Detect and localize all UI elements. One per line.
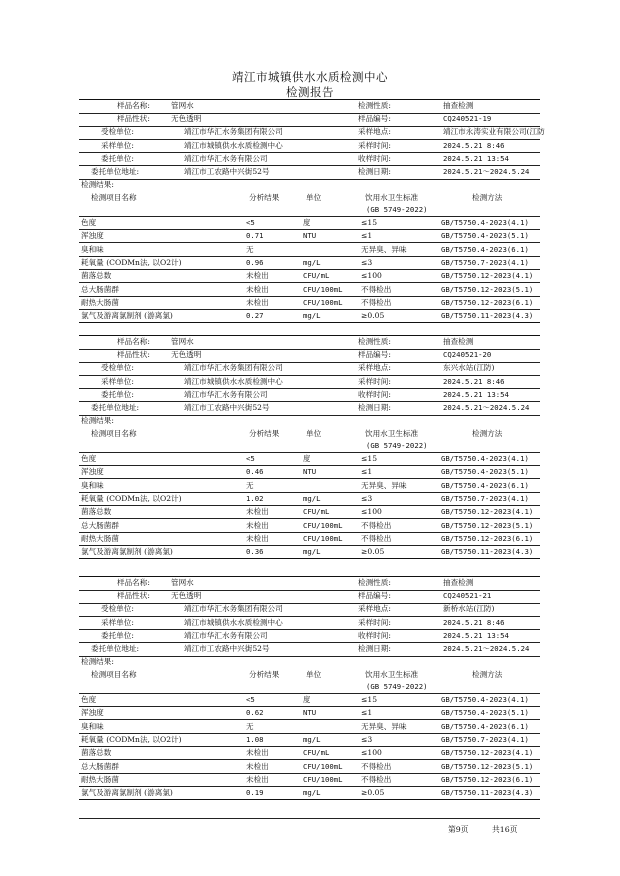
field-label-test-nature: 检测性质: bbox=[358, 578, 391, 587]
item-method: GB/T5750.4-2023(5.1) bbox=[441, 466, 529, 476]
item-standard: 无异臭、异味 bbox=[361, 480, 407, 490]
row-rule bbox=[79, 282, 540, 283]
item-result: 无 bbox=[246, 480, 254, 490]
field-label-test-nature: 检测性质: bbox=[358, 101, 391, 110]
item-unit: mg/L bbox=[303, 547, 321, 557]
field-label-sample-no: 样品编号: bbox=[358, 114, 391, 124]
col-header-result: 分析结果 bbox=[249, 669, 280, 679]
field-value-sample-no: CQ240521-19 bbox=[443, 114, 492, 124]
col-header-standard: 饮用水卫生标准 bbox=[365, 192, 419, 202]
item-unit: CFU/100mL bbox=[303, 775, 343, 785]
item-unit: mg/L bbox=[303, 493, 321, 503]
results-label: 检测结果: bbox=[81, 416, 114, 426]
item-standard: 不得检出 bbox=[361, 775, 392, 785]
item-method: GB/T5750.12-2023(5.1) bbox=[441, 284, 534, 294]
item-method: GB/T5750.12-2023(5.1) bbox=[441, 520, 534, 530]
item-result: 无 bbox=[246, 244, 254, 254]
field-value-client-unit: 靖江市华汇水务有限公司 bbox=[184, 153, 268, 163]
field-value-sampling-unit: 靖江市城镇供水水质检测中心 bbox=[184, 376, 283, 386]
field-value-test-date: 2024.5.21～2024.5.24 bbox=[443, 403, 530, 412]
field-value-client-address: 靖江市工农路中兴街52号 bbox=[184, 403, 270, 412]
field-label-sample-name: 样品名称: bbox=[117, 337, 150, 346]
col-header-unit: 单位 bbox=[306, 428, 322, 438]
row-rule bbox=[79, 532, 540, 533]
col-header-method: 检测方法 bbox=[472, 428, 503, 438]
item-unit: NTU bbox=[303, 466, 317, 476]
field-value-test-date: 2024.5.21～2024.5.24 bbox=[443, 167, 530, 176]
item-result: 1.02 bbox=[246, 493, 264, 503]
col-header-method: 检测方法 bbox=[472, 669, 503, 679]
item-standard: 不得检出 bbox=[361, 761, 392, 771]
field-value-client-unit: 靖江市华汇水务有限公司 bbox=[184, 630, 268, 640]
item-name: 菌落总数 bbox=[81, 271, 112, 281]
item-method: GB/T5750.12-2023(5.1) bbox=[441, 761, 534, 771]
field-label-sample-no: 样品编号: bbox=[358, 350, 391, 360]
field-label-test-nature: 检测性质: bbox=[358, 337, 391, 346]
col-header-unit: 单位 bbox=[306, 669, 322, 679]
item-standard: ≤15 bbox=[361, 217, 378, 227]
item-result: 未检出 bbox=[246, 520, 269, 530]
field-label-sampling-time: 采样时间: bbox=[358, 140, 391, 150]
row-rule bbox=[79, 179, 540, 180]
item-standard: ≤3 bbox=[361, 734, 373, 744]
field-value-test-nature: 抽查检测 bbox=[443, 337, 474, 346]
item-name: 耗氧量 (CODMn法, 以O2计) bbox=[81, 257, 182, 267]
field-value-test-date: 2024.5.21～2024.5.24 bbox=[443, 644, 530, 653]
field-value-test-nature: 抽查检测 bbox=[443, 101, 474, 110]
item-standard: ≥0.05 bbox=[361, 547, 385, 557]
item-method: GB/T5750.7-2023(4.1) bbox=[441, 257, 529, 267]
item-method: GB/T5750.4-2023(4.1) bbox=[441, 453, 529, 463]
field-label-sample-props: 样品性状: bbox=[117, 114, 150, 124]
item-name: 耗氧量 (CODMn法, 以O2计) bbox=[81, 734, 182, 744]
item-standard: ≤3 bbox=[361, 493, 373, 503]
page-number: 第9页 bbox=[448, 825, 469, 834]
item-result: 无 bbox=[246, 721, 254, 731]
col-header-unit: 单位 bbox=[306, 192, 322, 202]
row-rule bbox=[79, 505, 540, 506]
item-result: 0.27 bbox=[246, 311, 264, 321]
item-result: 未检出 bbox=[246, 507, 269, 517]
field-value-sampling-time: 2024.5.21 8:46 bbox=[443, 140, 505, 150]
field-label-test-date: 检测日期: bbox=[358, 167, 391, 176]
item-standard: ≤1 bbox=[361, 466, 373, 476]
item-name: 耐热大肠菌 bbox=[81, 298, 119, 308]
field-label-sampling-site: 采样地点: bbox=[358, 127, 391, 137]
item-standard: 不得检出 bbox=[361, 284, 392, 294]
field-value-sample-props: 无色透明 bbox=[171, 591, 202, 601]
item-result: 0.96 bbox=[246, 257, 264, 267]
section-top-rule bbox=[79, 99, 540, 100]
col-header-result: 分析结果 bbox=[249, 428, 280, 438]
item-name: 浑浊度 bbox=[81, 466, 104, 476]
row-rule bbox=[79, 242, 540, 243]
item-standard: 不得检出 bbox=[361, 298, 392, 308]
row-rule bbox=[79, 322, 540, 323]
field-value-sampling-unit: 靖江市城镇供水水质检测中心 bbox=[184, 140, 283, 150]
item-name: 臭和味 bbox=[81, 721, 104, 731]
item-standard: ≤100 bbox=[361, 271, 382, 281]
item-result: 0.71 bbox=[246, 230, 264, 240]
item-result: 未检出 bbox=[246, 761, 269, 771]
field-value-consignee-unit: 靖江市华汇水务集团有限公司 bbox=[184, 604, 283, 614]
field-label-sampling-time: 采样时间: bbox=[358, 376, 391, 386]
item-unit: CFU/100mL bbox=[303, 298, 343, 308]
item-result: 0.46 bbox=[246, 466, 264, 476]
field-value-client-address: 靖江市工农路中兴街52号 bbox=[184, 167, 270, 176]
row-rule bbox=[79, 786, 540, 787]
item-method: GB/T5750.4-2023(6.1) bbox=[441, 244, 529, 254]
row-rule bbox=[79, 719, 540, 720]
item-name: 总大肠菌群 bbox=[81, 284, 119, 294]
item-result: 未检出 bbox=[246, 298, 269, 308]
item-name: 菌落总数 bbox=[81, 748, 112, 758]
item-name: 氯气及游离氯制剂 (游离氯) bbox=[81, 547, 173, 557]
item-method: GB/T5750.4-2023(4.1) bbox=[441, 694, 529, 704]
item-result: 0.19 bbox=[246, 788, 264, 798]
field-value-receive-time: 2024.5.21 13:54 bbox=[443, 389, 509, 399]
row-rule bbox=[79, 296, 540, 297]
row-rule bbox=[79, 746, 540, 747]
results-label: 检测结果: bbox=[81, 180, 114, 190]
item-standard: ≤15 bbox=[361, 694, 378, 704]
item-standard: 不得检出 bbox=[361, 534, 392, 544]
field-label-sampling-site: 采样地点: bbox=[358, 604, 391, 614]
col-header-standard: 饮用水卫生标准 bbox=[365, 428, 419, 438]
item-name: 浑浊度 bbox=[81, 230, 104, 240]
item-unit: mg/L bbox=[303, 257, 321, 267]
col-header-standard-sub: (GB 5749-2022) bbox=[366, 204, 428, 214]
item-unit: 度 bbox=[303, 453, 311, 463]
item-name: 耐热大肠菌 bbox=[81, 534, 119, 544]
row-rule bbox=[79, 309, 540, 310]
report-subtitle: 检测报告 bbox=[286, 85, 334, 99]
item-method: GB/T5750.4-2023(6.1) bbox=[441, 480, 529, 490]
row-rule bbox=[79, 706, 540, 707]
field-value-sample-no: CQ240521-21 bbox=[443, 591, 492, 601]
item-result: 0.62 bbox=[246, 707, 264, 717]
field-value-client-unit: 靖江市华汇水务有限公司 bbox=[184, 389, 268, 399]
col-header-item: 检测项目名称 bbox=[91, 669, 137, 679]
item-unit: NTU bbox=[303, 230, 317, 240]
item-name: 色度 bbox=[81, 694, 97, 704]
item-standard: ≤1 bbox=[361, 230, 373, 240]
col-header-standard-sub: (GB 5749-2022) bbox=[366, 681, 428, 691]
item-standard: ≤15 bbox=[361, 453, 378, 463]
col-header-standard-sub: (GB 5749-2022) bbox=[366, 440, 428, 450]
item-method: GB/T5750.12-2023(6.1) bbox=[441, 775, 534, 785]
field-label-client-address: 委托单位地址: bbox=[91, 403, 140, 412]
item-result: <5 bbox=[246, 694, 255, 704]
item-unit: CFU/100mL bbox=[303, 761, 343, 771]
field-label-client-unit: 委托单位: bbox=[101, 389, 134, 399]
field-label-sample-props: 样品性状: bbox=[117, 350, 150, 360]
field-label-receive-time: 收样时间: bbox=[358, 389, 391, 399]
col-header-standard: 饮用水卫生标准 bbox=[365, 669, 419, 679]
item-unit: mg/L bbox=[303, 734, 321, 744]
field-value-client-address: 靖江市工农路中兴街52号 bbox=[184, 644, 270, 653]
item-standard: 无异臭、异味 bbox=[361, 244, 407, 254]
item-method: GB/T5750.12-2023(6.1) bbox=[441, 534, 534, 544]
field-label-sampling-site: 采样地点: bbox=[358, 363, 391, 373]
row-rule bbox=[79, 492, 540, 493]
item-name: 色度 bbox=[81, 217, 97, 227]
section-top-rule bbox=[79, 576, 540, 577]
item-name: 色度 bbox=[81, 453, 97, 463]
item-standard: 无异臭、异味 bbox=[361, 721, 407, 731]
item-method: GB/T5750.11-2023(4.3) bbox=[441, 547, 534, 557]
item-method: GB/T5750.11-2023(4.3) bbox=[441, 788, 534, 798]
row-rule bbox=[79, 773, 540, 774]
field-value-receive-time: 2024.5.21 13:54 bbox=[443, 630, 509, 640]
results-label: 检测结果: bbox=[81, 657, 114, 667]
item-unit: 度 bbox=[303, 217, 311, 227]
row-rule bbox=[79, 759, 540, 760]
item-method: GB/T5750.4-2023(6.1) bbox=[441, 721, 529, 731]
field-label-consignee-unit: 受检单位: bbox=[101, 127, 134, 137]
field-label-client-address: 委托单位地址: bbox=[91, 167, 140, 176]
field-label-receive-time: 收样时间: bbox=[358, 630, 391, 640]
field-label-consignee-unit: 受检单位: bbox=[101, 604, 134, 614]
item-name: 臭和味 bbox=[81, 244, 104, 254]
item-unit: CFU/100mL bbox=[303, 534, 343, 544]
item-result: 未检出 bbox=[246, 534, 269, 544]
field-value-consignee-unit: 靖江市华汇水务集团有限公司 bbox=[184, 363, 283, 373]
field-label-test-date: 检测日期: bbox=[358, 644, 391, 653]
header-rule bbox=[79, 452, 540, 453]
field-value-sample-no: CQ240521-20 bbox=[443, 350, 492, 360]
field-label-sampling-unit: 采样单位: bbox=[101, 376, 134, 386]
field-value-consignee-unit: 靖江市华汇水务集团有限公司 bbox=[184, 127, 283, 137]
field-label-client-unit: 委托单位: bbox=[101, 630, 134, 640]
row-rule bbox=[79, 558, 540, 559]
item-method: GB/T5750.4-2023(5.1) bbox=[441, 230, 529, 240]
field-value-sampling-site: 东兴水站(江防) bbox=[443, 363, 495, 373]
field-value-sampling-time: 2024.5.21 8:46 bbox=[443, 617, 505, 627]
report-title: 靖江市城镇供水水质检测中心 bbox=[232, 70, 388, 84]
item-method: GB/T5750.11-2023(4.3) bbox=[441, 311, 534, 321]
row-rule bbox=[79, 478, 540, 479]
item-method: GB/T5750.7-2023(4.1) bbox=[441, 734, 529, 744]
item-unit: CFU/mL bbox=[303, 507, 330, 517]
field-label-sample-no: 样品编号: bbox=[358, 591, 391, 601]
field-value-test-nature: 抽查检测 bbox=[443, 578, 474, 587]
field-value-sample-name: 管网水 bbox=[171, 578, 194, 587]
item-name: 耐热大肠菌 bbox=[81, 775, 119, 785]
row-rule bbox=[79, 256, 540, 257]
row-rule bbox=[79, 733, 540, 734]
header-rule bbox=[79, 216, 540, 217]
field-label-consignee-unit: 受检单位: bbox=[101, 363, 134, 373]
item-method: GB/T5750.12-2023(4.1) bbox=[441, 271, 534, 281]
item-result: 未检出 bbox=[246, 748, 269, 758]
row-rule bbox=[79, 518, 540, 519]
item-name: 氯气及游离氯制剂 (游离氯) bbox=[81, 311, 173, 321]
field-value-sample-props: 无色透明 bbox=[171, 350, 202, 360]
item-name: 总大肠菌群 bbox=[81, 761, 119, 771]
field-label-sampling-time: 采样时间: bbox=[358, 617, 391, 627]
item-unit: CFU/100mL bbox=[303, 284, 343, 294]
field-value-sample-name: 管网水 bbox=[171, 337, 194, 346]
item-result: 未检出 bbox=[246, 775, 269, 785]
item-method: GB/T5750.12-2023(6.1) bbox=[441, 298, 534, 308]
item-unit: mg/L bbox=[303, 311, 321, 321]
row-rule bbox=[79, 229, 540, 230]
row-rule bbox=[79, 415, 540, 416]
item-result: 未检出 bbox=[246, 284, 269, 294]
col-header-item: 检测项目名称 bbox=[91, 428, 137, 438]
field-label-sampling-unit: 采样单位: bbox=[101, 617, 134, 627]
row-rule bbox=[79, 799, 540, 800]
field-value-receive-time: 2024.5.21 13:54 bbox=[443, 153, 509, 163]
item-standard: ≥0.05 bbox=[361, 788, 385, 798]
item-standard: ≤3 bbox=[361, 257, 373, 267]
field-label-sample-name: 样品名称: bbox=[117, 101, 150, 110]
row-rule bbox=[79, 269, 540, 270]
field-label-sample-name: 样品名称: bbox=[117, 578, 150, 587]
field-value-sampling-unit: 靖江市城镇供水水质检测中心 bbox=[184, 617, 283, 627]
field-value-sampling-site: 新桥水站(江防) bbox=[443, 604, 495, 614]
row-rule bbox=[79, 545, 540, 546]
item-standard: 不得检出 bbox=[361, 520, 392, 530]
field-label-test-date: 检测日期: bbox=[358, 403, 391, 412]
item-name: 菌落总数 bbox=[81, 507, 112, 517]
item-name: 总大肠菌群 bbox=[81, 520, 119, 530]
col-header-method: 检测方法 bbox=[472, 192, 503, 202]
col-header-item: 检测项目名称 bbox=[91, 192, 137, 202]
item-standard: ≤100 bbox=[361, 748, 382, 758]
field-value-sampling-time: 2024.5.21 8:46 bbox=[443, 376, 505, 386]
item-unit: CFU/100mL bbox=[303, 520, 343, 530]
item-unit: CFU/mL bbox=[303, 748, 330, 758]
item-unit: CFU/mL bbox=[303, 271, 330, 281]
field-value-sampling-site: 靖江市永涛实业有限公司(江防 bbox=[443, 127, 545, 137]
row-rule bbox=[79, 465, 540, 466]
item-method: GB/T5750.12-2023(4.1) bbox=[441, 748, 534, 758]
section-top-rule bbox=[79, 335, 540, 336]
item-unit: 度 bbox=[303, 694, 311, 704]
item-method: GB/T5750.4-2023(5.1) bbox=[441, 707, 529, 717]
field-label-sampling-unit: 采样单位: bbox=[101, 140, 134, 150]
item-standard: ≤100 bbox=[361, 507, 382, 517]
item-method: GB/T5750.7-2023(4.1) bbox=[441, 493, 529, 503]
field-label-sample-props: 样品性状: bbox=[117, 591, 150, 601]
row-rule bbox=[79, 656, 540, 657]
item-name: 臭和味 bbox=[81, 480, 104, 490]
item-standard: ≤1 bbox=[361, 707, 373, 717]
col-header-result: 分析结果 bbox=[249, 192, 280, 202]
item-name: 浑浊度 bbox=[81, 707, 104, 717]
item-result: 1.08 bbox=[246, 734, 264, 744]
item-result: <5 bbox=[246, 453, 255, 463]
item-standard: ≥0.05 bbox=[361, 311, 385, 321]
field-label-receive-time: 收样时间: bbox=[358, 153, 391, 163]
item-name: 耗氧量 (CODMn法, 以O2计) bbox=[81, 493, 182, 503]
item-name: 氯气及游离氯制剂 (游离氯) bbox=[81, 788, 173, 798]
item-method: GB/T5750.12-2023(4.1) bbox=[441, 507, 534, 517]
item-result: 0.36 bbox=[246, 547, 264, 557]
item-result: 未检出 bbox=[246, 271, 269, 281]
item-result: <5 bbox=[246, 217, 255, 227]
item-unit: mg/L bbox=[303, 788, 321, 798]
item-unit: NTU bbox=[303, 707, 317, 717]
field-value-sample-props: 无色透明 bbox=[171, 114, 202, 124]
header-rule bbox=[79, 693, 540, 694]
footer-rule bbox=[79, 818, 540, 819]
field-value-sample-name: 管网水 bbox=[171, 101, 194, 110]
item-method: GB/T5750.4-2023(4.1) bbox=[441, 217, 529, 227]
field-label-client-address: 委托单位地址: bbox=[91, 644, 140, 653]
field-label-client-unit: 委托单位: bbox=[101, 153, 134, 163]
page-total: 共16页 bbox=[492, 825, 518, 834]
